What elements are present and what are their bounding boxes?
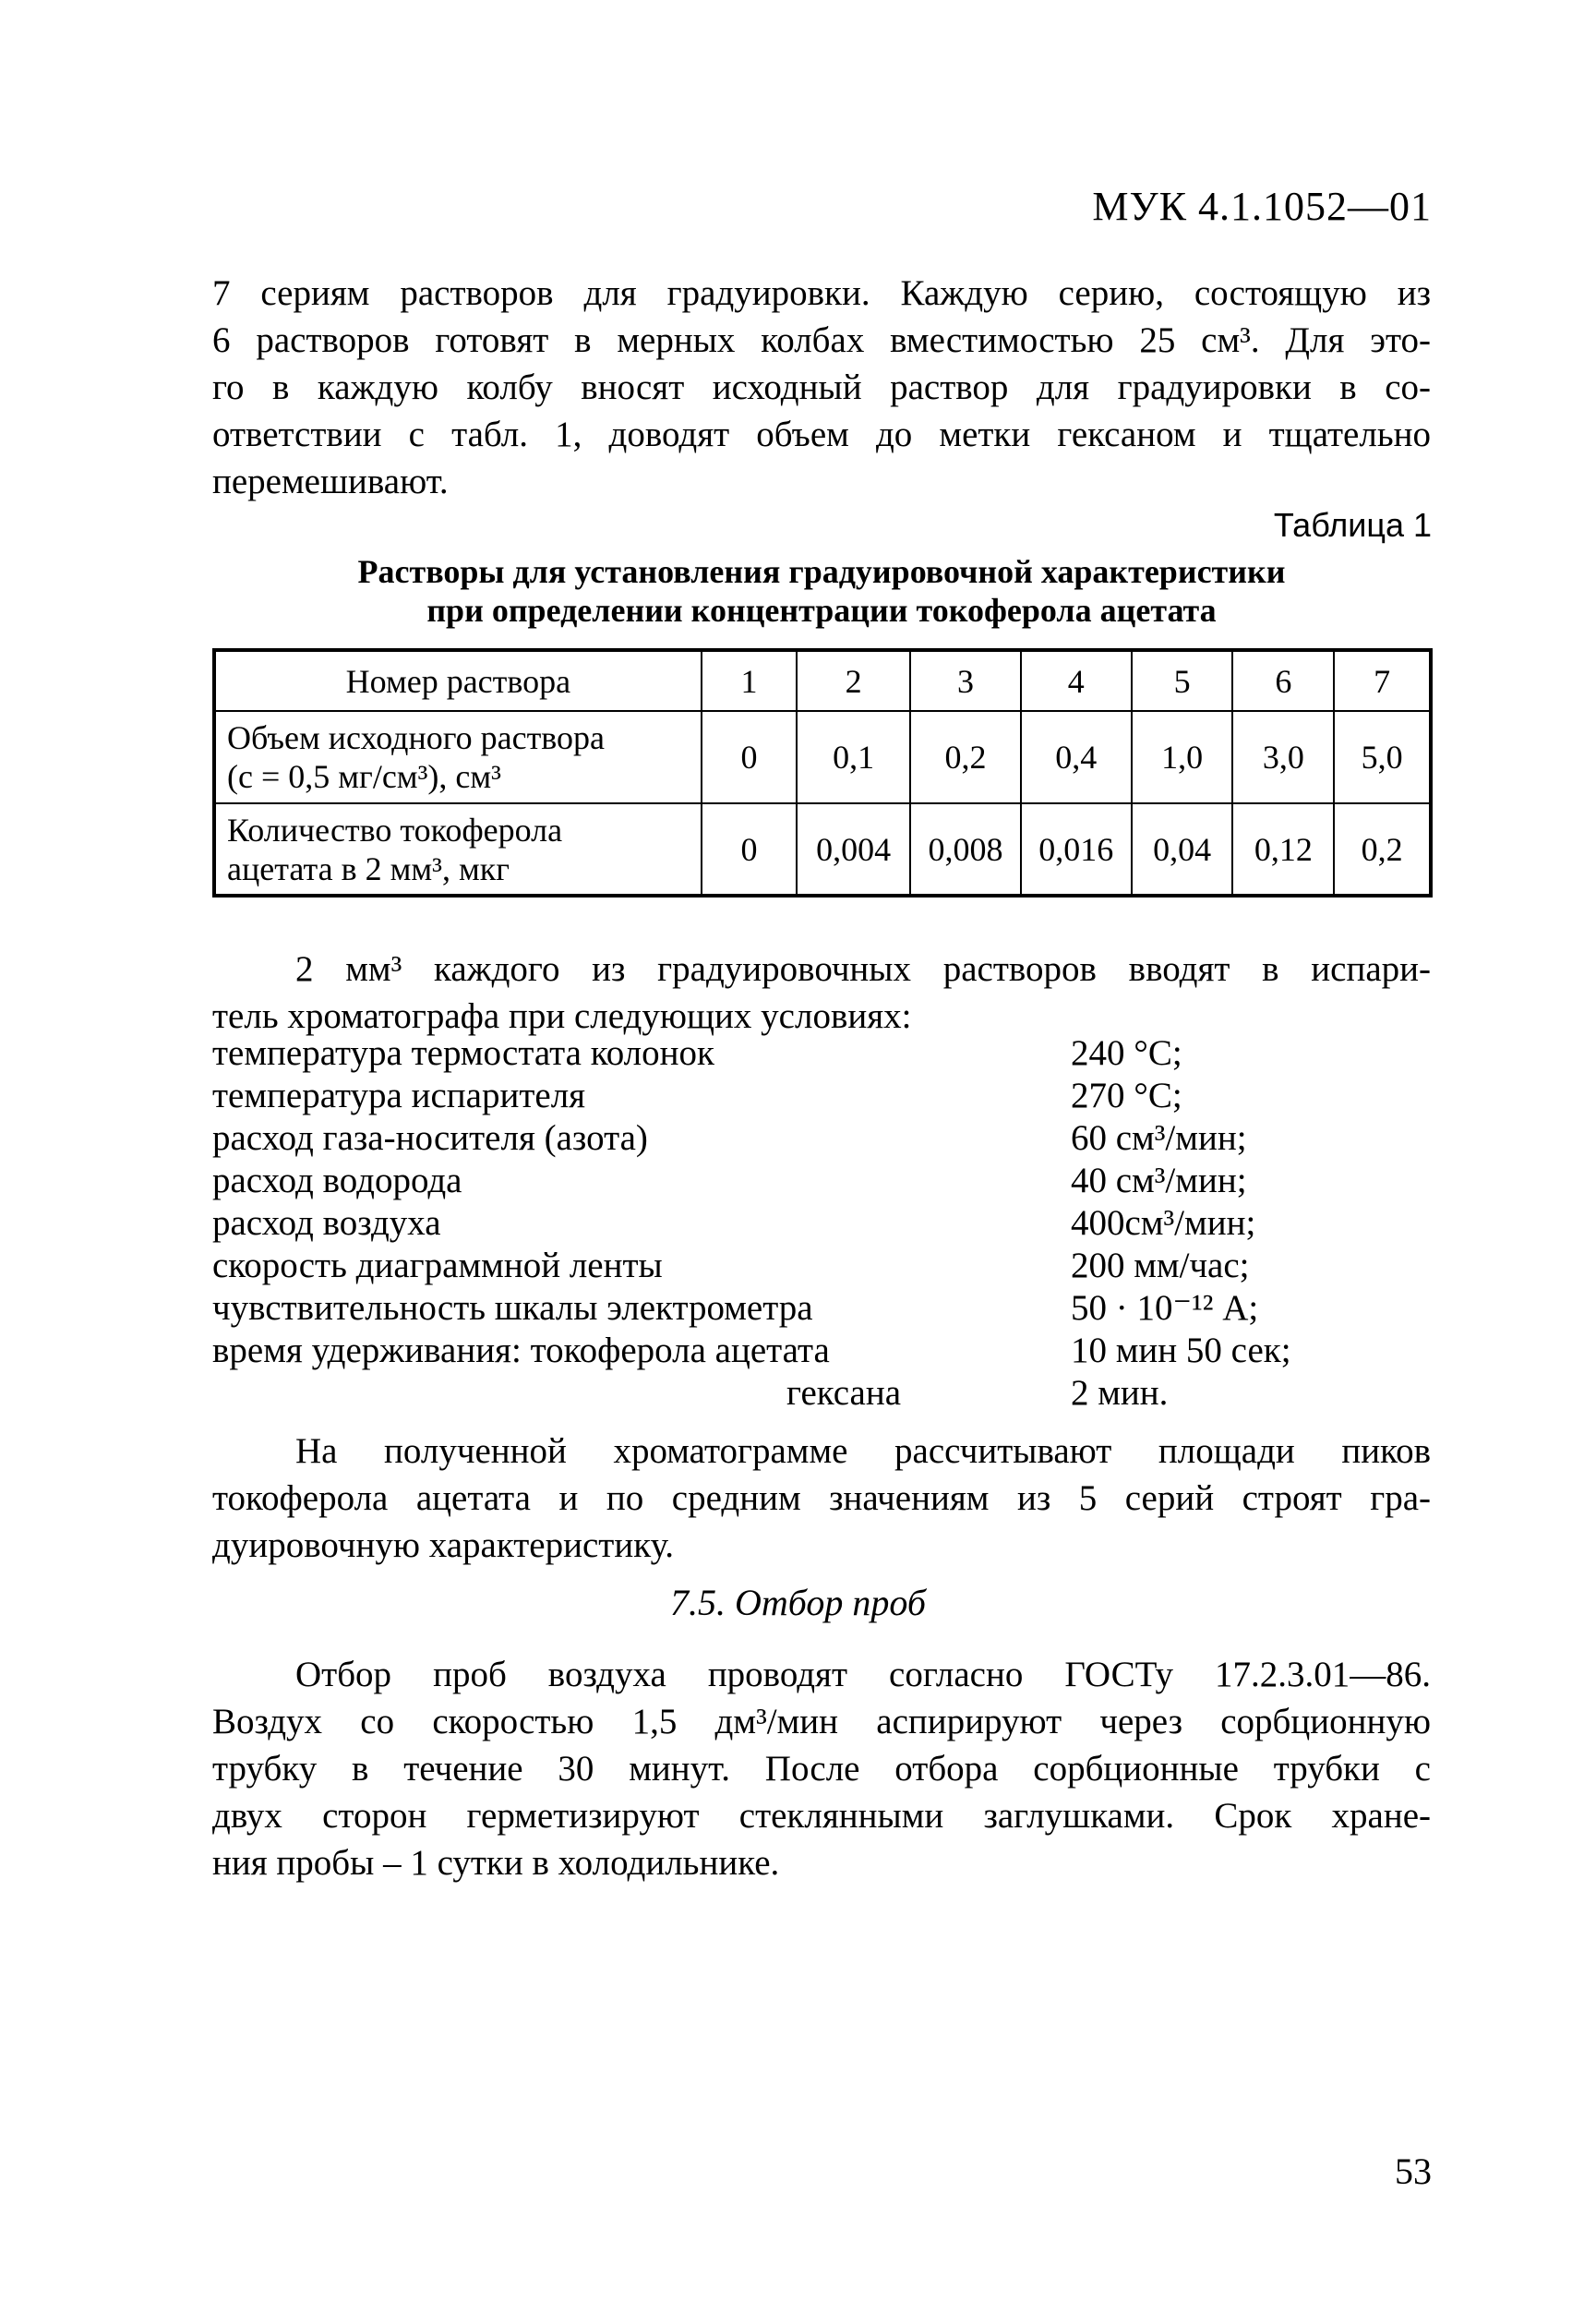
row-header-cell (214, 803, 702, 896)
text-line: На полученной хроматограмме рассчитывают площади пиков (295, 1431, 1431, 1471)
table-cell: 0,008 (910, 803, 1021, 896)
table-cell: 0,4 (1021, 711, 1132, 803)
condition-label: гексана (786, 1373, 902, 1413)
row-header-line: (с = 0,5 мг/см³), см³ (227, 758, 501, 795)
table-cell: 0 (702, 711, 798, 803)
condition-value: 2 мин. (1071, 1373, 1169, 1413)
condition-value: 200 мм/час; (1071, 1246, 1250, 1285)
condition-row (212, 1245, 1431, 1287)
intro-paragraph (212, 270, 1431, 505)
table-title-line: при определении концентрации токоферола ацетата (426, 592, 1217, 629)
table-cell: 0,04 (1132, 803, 1233, 896)
row-header-line: ацетата в 2 мм³, мкг (227, 849, 510, 887)
condition-label: расход водорода (212, 1161, 462, 1200)
text-line: го в каждую колбу вносят исходный раствор для градуировки в со- (212, 367, 1431, 407)
condition-value: 60 см³/мин; (1071, 1118, 1247, 1158)
condition-label: температура термостата колонок (212, 1033, 714, 1073)
condition-value: 10 мин 50 сек; (1071, 1331, 1291, 1370)
condition-row (212, 1075, 1431, 1117)
header-cell: Номер раствора (214, 650, 702, 711)
condition-row (212, 1117, 1431, 1160)
conditions-intro (212, 946, 1431, 1040)
table-cell: 0,2 (910, 711, 1021, 803)
header-cell: 3 (910, 650, 1021, 711)
chromatogram-paragraph (212, 1428, 1431, 1569)
condition-value: 240 °С; (1071, 1033, 1182, 1073)
table-cell: 0,016 (1021, 803, 1132, 896)
condition-row (212, 1202, 1431, 1245)
text-line: 6 растворов готовят в мерных колбах вместимостью 25 см³. Для это- (212, 320, 1431, 360)
header-cell: 1 (702, 650, 798, 711)
text-line: Воздух со скоростью 1,5 дм³/мин аспирируют через сорбционную (212, 1702, 1431, 1741)
text-line: тель хроматографа при следующих условиях: (212, 996, 912, 1036)
header-cell: 4 (1021, 650, 1132, 711)
condition-label: расход газа-носителя (азота) (212, 1118, 648, 1158)
condition-label: время удерживания: токоферола ацетата (212, 1331, 830, 1370)
table-title-line: Растворы для установления градуировочной характеристики (357, 553, 1286, 590)
text-line: Отбор проб воздуха проводят согласно ГОСТу 17.2.3.01—86. (295, 1655, 1431, 1694)
header-cell: 7 (1334, 650, 1431, 711)
table-title (212, 552, 1431, 630)
condition-value: 270 °С; (1071, 1076, 1182, 1115)
header-cell: 6 (1232, 650, 1334, 711)
text-line: двух сторон герметизируют стеклянными заглушками. Срок хране- (212, 1796, 1431, 1836)
text-line: 2 мм³ каждого из градуировочных растворов вводят в испари- (295, 949, 1431, 989)
table-cell: 1,0 (1132, 711, 1233, 803)
table-cell: 0 (702, 803, 798, 896)
condition-label: чувствительность шкалы электрометра (212, 1288, 813, 1328)
condition-value: 40 см³/мин; (1071, 1161, 1247, 1200)
table-cell: 5,0 (1334, 711, 1431, 803)
text-line: токоферола ацетата и по средним значениям из 5 серий строят гра- (212, 1478, 1431, 1518)
condition-label: скорость диаграммной ленты (212, 1246, 663, 1285)
table-cell: 0,1 (797, 711, 910, 803)
table-row (214, 711, 1431, 803)
condition-row (212, 1160, 1431, 1202)
table-row (214, 803, 1431, 896)
row-header-line: Объем исходного раствора (227, 719, 606, 756)
document-code: МУК 4.1.1052—01 (1092, 184, 1432, 229)
header-cell: 2 (797, 650, 910, 711)
condition-value: 50 · 10⁻¹² А; (1071, 1288, 1259, 1328)
table-cell: 0,004 (797, 803, 910, 896)
text-line: трубку в течение 30 минут. После отбора сорбционные трубки с (212, 1749, 1431, 1789)
table-label: Таблица 1 (1273, 506, 1432, 544)
condition-label: температура испарителя (212, 1076, 586, 1115)
condition-value: 400см³/мин; (1071, 1203, 1256, 1243)
table-header-row (214, 650, 1431, 711)
condition-row (212, 1287, 1431, 1330)
text-line: 7 сериям растворов для градуировки. Каждую серию, состоящую из (212, 273, 1431, 313)
section-title: 7.5. Отбор проб (670, 1582, 926, 1623)
text-line: ния пробы – 1 сутки в холодильнике. (212, 1843, 780, 1883)
condition-row (212, 1372, 1431, 1415)
row-header-cell (214, 711, 702, 803)
condition-row (212, 1330, 1431, 1372)
table-cell: 3,0 (1232, 711, 1334, 803)
condition-label: расход воздуха (212, 1203, 441, 1243)
table-cell: 0,12 (1232, 803, 1334, 896)
header-cell: 5 (1132, 650, 1233, 711)
text-line: перемешивают. (212, 462, 449, 501)
condition-row (212, 1032, 1431, 1075)
table-cell: 0,2 (1334, 803, 1431, 896)
text-line: ответствии с табл. 1, доводят объем до метки гексаном и тщательно (212, 415, 1431, 454)
page-number: 53 (1395, 2150, 1432, 2192)
sampling-paragraph (212, 1651, 1431, 1886)
row-header-line: Количество токоферола (227, 811, 563, 849)
text-line: дуировочную характеристику. (212, 1525, 674, 1565)
calibration-table (212, 648, 1433, 898)
